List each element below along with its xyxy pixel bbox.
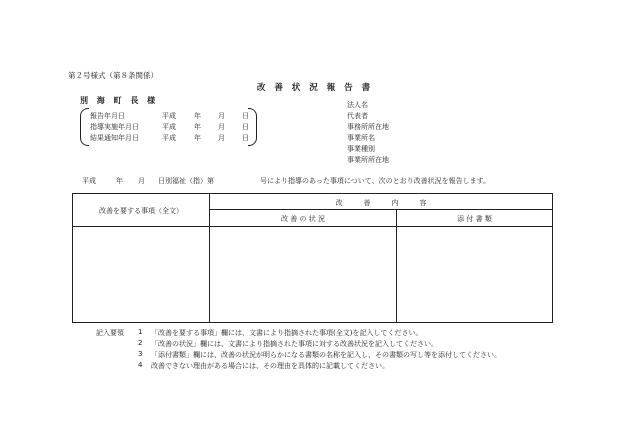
statement-text: 号により指導のあった事項について、次のとおり改善状況を報告します。 [260, 177, 491, 185]
statement-year: 年 [116, 177, 123, 185]
statement-era: 平成 [82, 177, 96, 185]
note-number: 2 [138, 339, 143, 347]
date-label: 結果通知年月日 [90, 134, 139, 142]
date-era: 平成 [162, 112, 176, 120]
date-month: 月 [218, 123, 225, 131]
note-text: 「改善を要する事項」欄には、文書により指摘された事項(全文)を記入してください。 [151, 329, 423, 337]
date-year: 年 [194, 123, 201, 131]
note-number: 1 [138, 328, 143, 336]
subheader-divider [210, 209, 552, 210]
date-day: 日 [242, 123, 249, 131]
notes-heading: 記入要領 [96, 329, 124, 337]
date-label: 指導実施年月日 [90, 123, 139, 131]
date-day: 日 [242, 134, 249, 142]
date-month: 月 [218, 112, 225, 120]
date-year: 年 [194, 134, 201, 142]
applicant-business-type: 事業種別 [347, 145, 375, 153]
applicant-corp-name: 法人名 [347, 101, 368, 109]
statement-month: 月 [138, 177, 145, 185]
cell-attachments-input[interactable] [397, 227, 552, 322]
note-text: 「添付書類」欄には、改善の状況が明らかになる書類の名称を記入し、その書類の写し等を添付してください。 [151, 351, 501, 359]
date-label: 報告年月日 [90, 112, 125, 120]
form-number: 第２号様式（第８条関係） [68, 71, 158, 80]
note-text: 改善できない理由がある場合には、その理由を具体的に記載してください。 [151, 362, 389, 370]
cell-status-input[interactable] [210, 227, 396, 322]
addressee: 別 海 町 長 様 [80, 96, 159, 105]
applicant-facility-name: 事業所名 [347, 134, 375, 142]
date-day: 日 [242, 112, 249, 120]
right-bracket [248, 108, 257, 146]
date-year: 年 [194, 112, 201, 120]
date-month: 月 [218, 134, 225, 142]
header-improvement-content: 改 善 内 容 [335, 199, 427, 207]
statement-doc-ref: 日別福祉（指）第 [158, 177, 214, 185]
applicant-office-address: 事務所所在地 [347, 123, 389, 131]
note-number: 3 [138, 350, 143, 358]
note-text: 「改善の状況」欄には、文書により指摘された事項に対する改善状況を記入してください。 [151, 340, 438, 348]
applicant-facility-address: 事業所所在地 [347, 156, 389, 164]
header-matters-to-improve: 改善を要する事項（全文） [99, 207, 183, 215]
date-era: 平成 [162, 123, 176, 131]
date-era: 平成 [162, 134, 176, 142]
applicant-representative: 代表者 [347, 112, 368, 120]
cell-matters-input[interactable] [73, 227, 209, 322]
header-improvement-status: 改 善 の 状 況 [281, 215, 325, 223]
improvement-table [72, 193, 553, 323]
header-attachments: 添 付 書 類 [457, 215, 492, 223]
note-number: 4 [138, 361, 143, 369]
left-bracket [80, 108, 89, 146]
document-title: 改 善 状 況 報 告 書 [256, 83, 374, 93]
